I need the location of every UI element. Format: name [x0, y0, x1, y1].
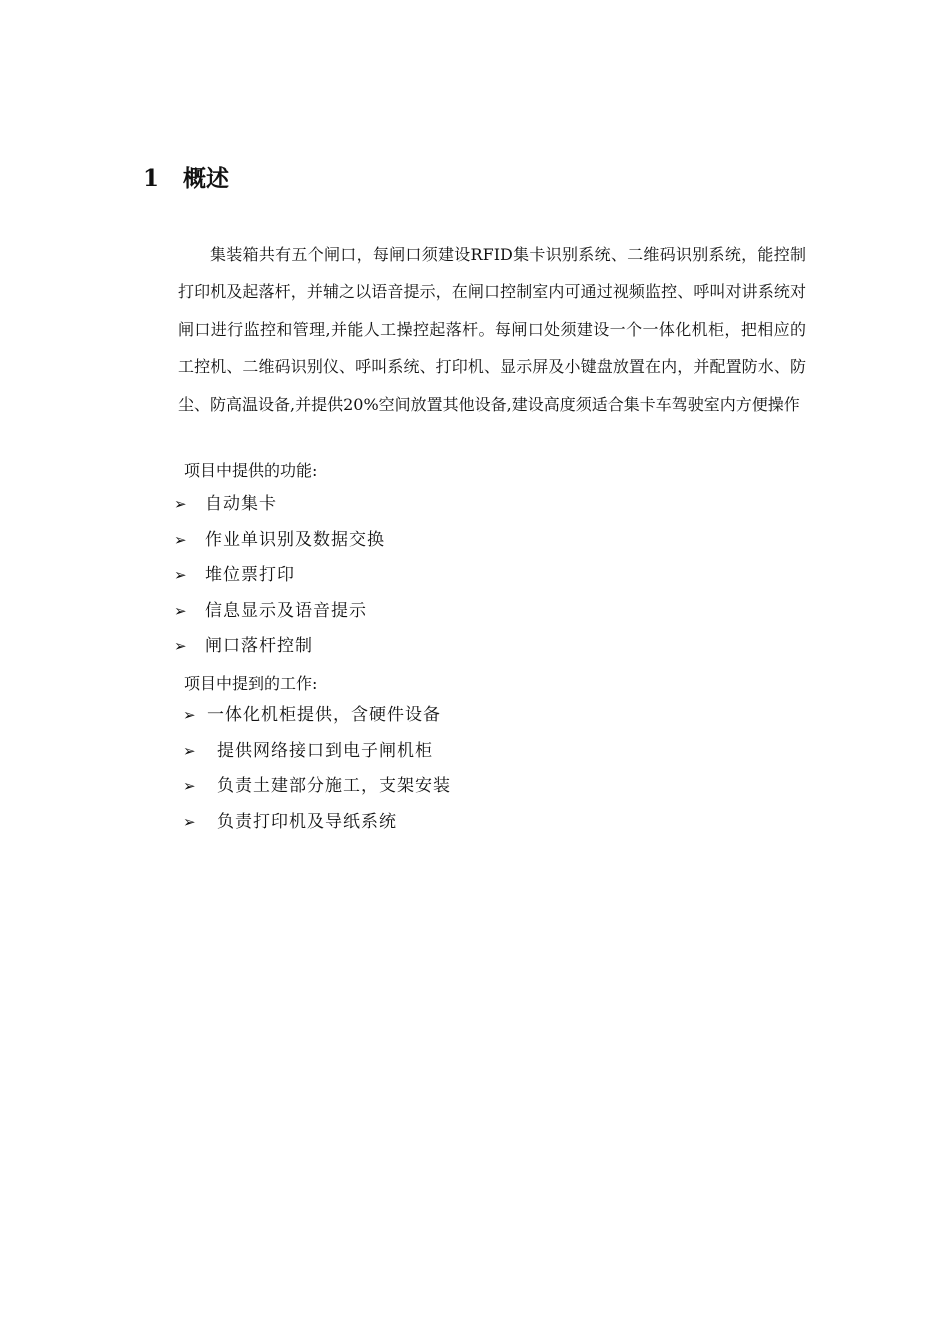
arrow-bullet-icon: ➢ [183, 777, 196, 796]
overview-paragraph: 集装箱共有五个闸口，每闸口须建设RFID集卡识别系统、二维码识别系统，能控制打印机及起落杆，并辅之以语音提示，在闸口控制室内可通过视频监控、呼叫对讲系统对闸口进行监控和管理,并能人工操控起落杆。每闸口处须建设一个一体化机柜，把相应的工控机、二维码识别仪、呼叫系统、打印机、显示屏及小键盘放置在内，并配置防水、防尘、防高温设备,并提供20%空间放置其他设备,建设高度须适合集卡车驾驶室内方便操作 [178, 245, 806, 414]
arrow-bullet-icon: ➢ [183, 812, 196, 831]
arrow-bullet-icon: ➢ [174, 530, 187, 549]
arrow-bullet-icon: ➢ [174, 601, 187, 620]
arrow-bullet-icon: ➢ [174, 495, 187, 513]
section-title: 概述 [183, 165, 229, 192]
functions-label: 项目中提供的功能: [184, 461, 318, 480]
section-number: 1 [143, 165, 160, 192]
works-label: 项目中提到的工作: [184, 674, 318, 693]
arrow-bullet-icon: ➢ [174, 637, 187, 656]
arrow-bullet-icon: ➢ [183, 741, 196, 760]
arrow-bullet-icon: ➢ [183, 706, 196, 724]
document-page: 1 概述 集装箱共有五个闸口，每闸口须建设RFID集卡识别系统、二维码识别系统，能控制打印机及起落杆，并辅之以语音提示，在闸口控制室内可通过视频监控、呼叫对讲系统对闸口进行监控和管理,并能人工操控起落杆。每闸口处须建设一个一体化机柜，把相应的工控机、二维码识别仪、呼叫系统、打印机、显示屏及小键盘放置在内，并配置防水、防尘、防高温设备,并提供20%空间放置其他设备,建设高度须适合集卡车驾驶室内方便操作 项目中提供的功能: ➢ 自动集卡 ➢ 作业单识别及数据交换 ➢ 堆位票打印 ➢ 信息显示及语音提示 ➢ 闸口落杆控制 项目中提到的工作: ➢ 一体化机柜提供，含硬件设备 ➢ 提供网络接口到电子闸机柜 ➢ 负责土建部分施工，支架安装 ➢ 负责打印机及导纸系统 [0, 0, 950, 1344]
section-heading [143, 160, 229, 193]
arrow-bullet-icon: ➢ [174, 566, 187, 585]
